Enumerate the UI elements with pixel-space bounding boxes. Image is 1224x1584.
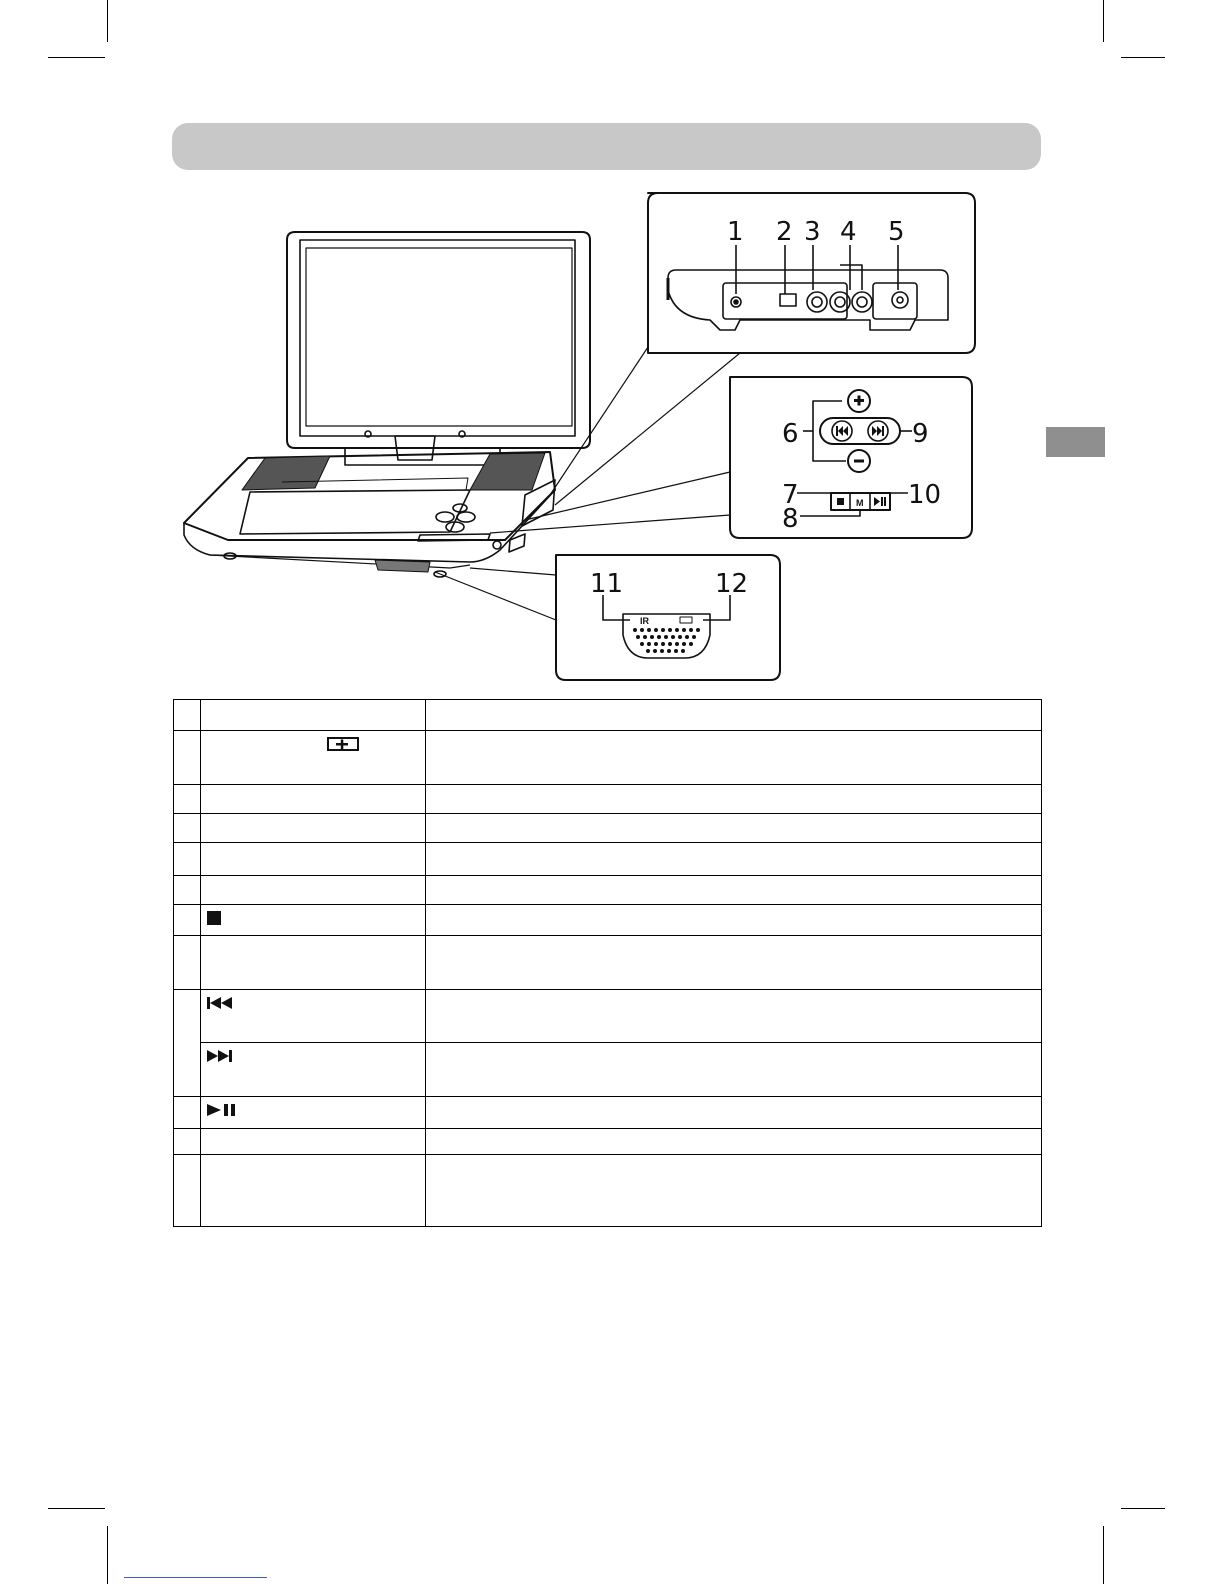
callout-7: 7 [782, 480, 799, 510]
cell-name [201, 1155, 426, 1227]
cell-name [201, 936, 426, 990]
cell-num [174, 843, 201, 876]
cell-name [201, 785, 426, 814]
table-row [174, 876, 1042, 905]
language-tab [1046, 427, 1105, 457]
table-header-row [174, 700, 1042, 731]
cell-name [201, 731, 426, 785]
cell-name [201, 905, 426, 936]
cell-num [174, 1155, 201, 1227]
callout-8: 8 [782, 504, 799, 534]
cell-desc [426, 785, 1042, 814]
callout-4: 4 [840, 217, 857, 247]
callout-6: 6 [782, 419, 799, 449]
cell-num [174, 1097, 201, 1129]
cell-name [201, 1097, 426, 1129]
battery-icon [327, 737, 359, 751]
player-base [184, 452, 555, 577]
footer-link-underline[interactable] [124, 1577, 267, 1578]
callout-5: 5 [888, 217, 905, 247]
table-row [174, 1155, 1042, 1227]
crop-mark [48, 57, 105, 58]
cell-name [201, 843, 426, 876]
cell-desc [426, 1155, 1042, 1227]
screen-lid [287, 232, 590, 465]
callout-1: 1 [727, 217, 744, 247]
crop-mark [107, 0, 108, 42]
cell-name [201, 990, 426, 1043]
cell-num [174, 700, 201, 731]
cell-num [174, 785, 201, 814]
cell-num [174, 814, 201, 843]
skip-forward-icon [207, 1049, 235, 1063]
skip-back-icon [207, 996, 235, 1010]
cell-desc [426, 731, 1042, 785]
crop-mark [1121, 57, 1165, 58]
table-row [174, 1129, 1042, 1155]
cell-name [201, 876, 426, 905]
crop-mark [1103, 1526, 1104, 1584]
section-header-bar [172, 123, 1041, 170]
crop-mark [48, 1508, 105, 1509]
cell-name [201, 1043, 426, 1097]
stop-icon [207, 911, 221, 925]
control-buttons-inset [730, 377, 972, 538]
table-row [174, 905, 1042, 936]
cell-num [174, 1129, 201, 1155]
cell-name [201, 814, 426, 843]
table-row [174, 731, 1042, 785]
table-row [174, 990, 1042, 1043]
cell-num [174, 990, 201, 1097]
cell-num [174, 731, 201, 785]
callout-12: 12 [715, 569, 749, 599]
play-pause-icon [207, 1103, 237, 1117]
mode-button-label: M [856, 498, 864, 508]
cell-desc [426, 1129, 1042, 1155]
table-row [174, 1043, 1042, 1097]
cell-name [201, 1129, 426, 1155]
callout-9: 9 [912, 419, 929, 449]
cell-desc [426, 990, 1042, 1043]
controls-table [173, 699, 1042, 1227]
cell-desc [426, 814, 1042, 843]
cell-num [174, 876, 201, 905]
cell-desc [426, 1043, 1042, 1097]
callout-11: 11 [590, 569, 624, 599]
crop-mark [1121, 1508, 1165, 1509]
cell-desc [426, 905, 1042, 936]
cell-name [201, 700, 426, 731]
table-row [174, 936, 1042, 990]
callout-2: 2 [776, 217, 793, 247]
cell-num [174, 936, 201, 990]
table-row [174, 843, 1042, 876]
cell-desc [426, 1097, 1042, 1129]
cell-desc [426, 876, 1042, 905]
crop-mark [107, 1526, 108, 1584]
ir-label: IR [640, 616, 649, 626]
cell-desc [426, 936, 1042, 990]
crop-mark [1103, 0, 1104, 42]
table-row [174, 1097, 1042, 1129]
callout-10: 10 [908, 480, 942, 510]
callout-3: 3 [804, 217, 821, 247]
cell-desc [426, 700, 1042, 731]
cell-desc [426, 843, 1042, 876]
product-illustration [170, 190, 980, 685]
table-row [174, 814, 1042, 843]
table-row [174, 785, 1042, 814]
cell-num [174, 905, 201, 936]
